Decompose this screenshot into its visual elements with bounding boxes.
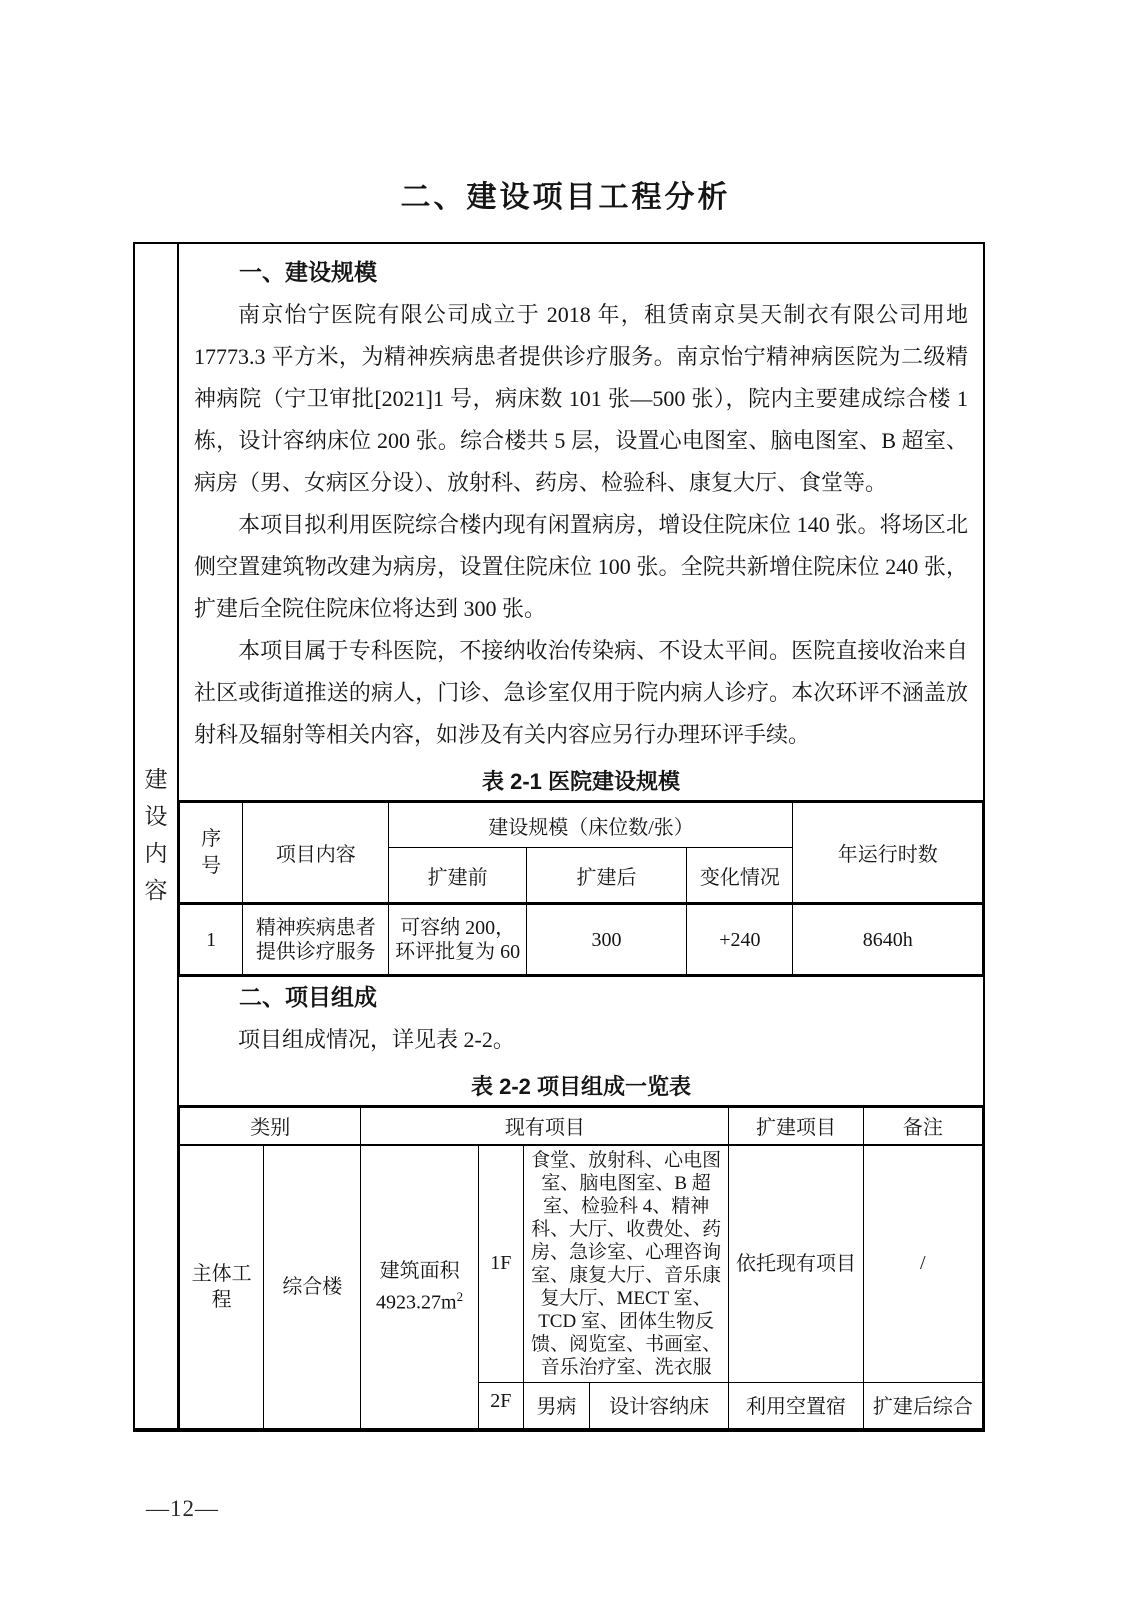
t2-cell-ward-2f: 男病 [523,1382,589,1428]
t2-cell-floor-1f: 1F [478,1145,523,1383]
content-frame [133,242,985,1432]
t2-cell-rooms-1f: 食堂、放射科、心电图室、脑电图室、B 超室、检验科 4、精神科、大厅、收费处、药房、急诊室、心理咨询室、康复大厅、音乐康复大厅、MECT 室、TCD 室、团体生物反馈、阅览室、书画室、音乐治疗室、洗衣服 [523,1145,729,1383]
sidebar-section [135,244,179,1428]
t1-cell-after: 300 [526,904,686,976]
t1-header-seq: 序号 [180,802,243,904]
t1-header-content: 项目内容 [243,802,389,904]
t1-header-after: 扩建后 [526,848,686,904]
section-2-intro: 项目组成情况，详见表 2-2。 [238,1027,515,1052]
t1-header-scale-group: 建设规模（床位数/张） [389,802,793,848]
floor-area-label: 建筑面积 [379,1259,460,1282]
table-2-1-caption: 表 2-1 医院建设规模 [481,769,681,794]
paragraph-1: 南京怡宁医院有限公司成立于 2018 年，租赁南京昊天制衣有限公司用地 17773.3 平方米，为精神疾病患者提供诊疗服务。南京怡宁精神病医院为二级精神病院（宁卫审批[2021]1 号，病床数 101 张—500 张），院内主要建成综合楼 1 栋，设计容纳床位 200 张。综合楼共 5 层，设置心电图室、脑电图室、B 超室、病房（男、女病区分设）、放射科、药房、检验科、康复大厅、食堂等。 [194,302,968,495]
t2-cell-category: 主体工程 [180,1145,264,1429]
t2-header-note: 备注 [863,1107,982,1145]
t2-header-category: 类别 [180,1107,361,1145]
floor-area-value: 4923.27m [376,1291,457,1314]
t2-cell-beds-2f: 设计容纳床 [589,1382,728,1428]
t1-header-before: 扩建前 [389,848,526,904]
t1-header-hours: 年运行时数 [793,802,983,904]
t2-cell-floor-area [361,1145,478,1429]
t2-cell-expansion-1f: 依托现有项目 [729,1145,863,1383]
paragraph-2: 本项目拟利用医院综合楼内现有闲置病房，增设住院床位 140 张。将场区北侧空置建筑物改建为病房，设置住院床位 100 张。全院共新增住院床位 240 张，扩建后全院住院床位将达到 300 张。 [194,512,968,621]
table-2-2 [179,1105,983,1428]
floor-area-sup: 2 [456,1288,464,1304]
t2-cell-building: 综合楼 [264,1145,361,1429]
t2-cell-note-2f: 扩建后综合 [863,1382,982,1428]
sidebar-label: 建设内容 [144,767,168,903]
t1-cell-hours: 8640h [793,904,983,976]
t1-cell-content: 精神疾病患者提供诊疗服务 [243,904,389,976]
t1-cell-seq: 1 [180,904,243,976]
paragraph-3: 本项目属于专科医院，不接纳收治传染病、不设太平间。医院直接收治来自社区或街道推送的病人，门诊、急诊室仅用于院内病人诊疗。本次环评不涵盖放射科及辐射等相关内容，如涉及有关内容应另行办理环评手续。 [194,638,968,747]
t2-cell-note-1f: / [863,1145,982,1383]
t1-header-change: 变化情况 [687,848,793,904]
t2-cell-floor-2f: 2F [478,1382,523,1428]
table-2-2-caption: 表 2-2 项目组成一览表 [470,1074,692,1099]
t2-header-existing: 现有项目 [361,1107,729,1145]
main-content [179,244,983,1428]
t1-cell-change: +240 [687,904,793,976]
page-number: —12— [146,1496,219,1521]
table-2-1 [179,800,983,977]
section-1-heading: 一、建设规模 [239,259,377,285]
section-2-heading: 二、项目组成 [239,984,377,1010]
t2-header-expansion: 扩建项目 [729,1107,863,1145]
page-title: 二、建设项目工程分析 [400,181,731,214]
t2-cell-expansion-2f: 利用空置宿 [729,1382,863,1428]
t1-cell-before: 可容纳 200，环评批复为 60 [389,904,526,976]
